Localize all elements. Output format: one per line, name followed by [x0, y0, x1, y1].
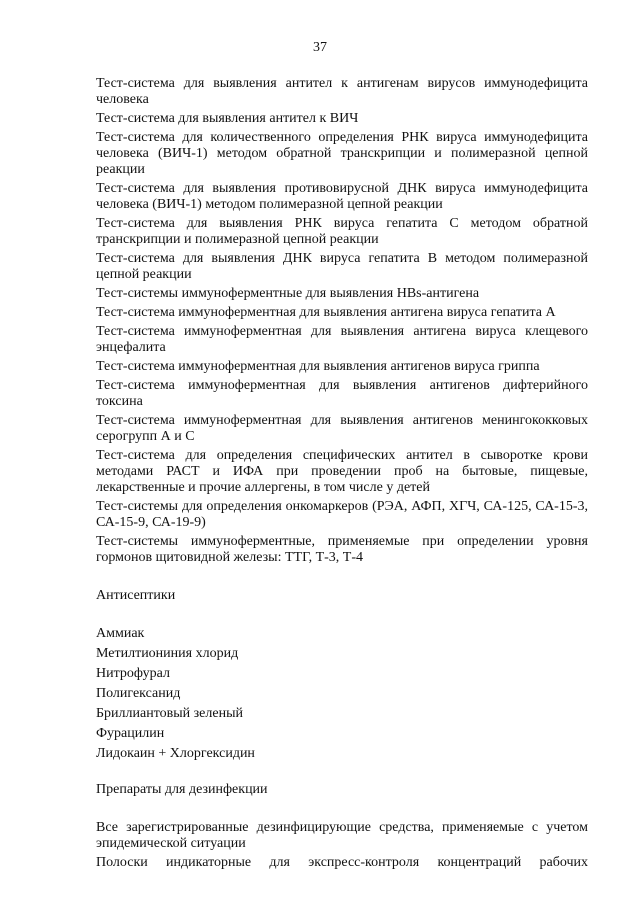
list-item: Тест-системы иммуноферментные, применяемые при определении уровня гормонов щитовидной железы: ТТГ, Т-3, Т-4 [96, 534, 588, 565]
list-item: Тест-система иммуноферментная для выявления антигена вируса клещевого энцефалита [96, 324, 588, 355]
test-systems-list [96, 76, 588, 566]
section-heading-disinfection: Препараты для дезинфекции [96, 782, 268, 797]
list-item: Полоски индикаторные для экспресс-контроля концентраций рабочих [96, 855, 588, 870]
list-item: Тест-система иммуноферментная для выявления антигенов менингококковых серогрупп А и С [96, 413, 588, 444]
list-item: Тест-система для выявления ДНК вируса гепатита В методом полимеразной цепной реакции [96, 251, 588, 282]
list-item: Тест-системы для определения онкомаркеров (РЭА, АФП, ХГЧ, СА-125, СА-15-3, СА-15-9, СА-19-9) [96, 499, 588, 530]
page-number: 37 [313, 40, 327, 55]
list-item: Лидокаин + Хлоргексидин [96, 746, 255, 761]
section-heading-antiseptics: Антисептики [96, 588, 176, 603]
list-item: Тест-системы иммуноферментные для выявления HBs-антигена [96, 286, 480, 301]
list-item: Тест-система для выявления РНК вируса гепатита С методом обратной транскрипции и полимеразной цепной реакции [96, 216, 588, 247]
list-item: Тест-система иммуноферментная для выявления антигенов дифтерийного токсина [96, 378, 588, 409]
list-item: Тест-система иммуноферментная для выявления антигена вируса гепатита А [96, 305, 556, 320]
antiseptics-section [96, 588, 588, 762]
list-item: Тест-система для выявления противовирусной ДНК вируса иммунодефицита человека (ВИЧ-1) методом полимеразной цепной реакции [96, 181, 588, 212]
list-item: Фурацилин [96, 726, 165, 741]
list-item: Тест-система для количественного определения РНК вируса иммунодефицита человека (ВИЧ-1) методом обратной транскрипции и полимеразной цепной реакции [96, 130, 588, 177]
list-item: Метилтиониния хлорид [96, 646, 239, 661]
list-item: Тест-система для выявления антител к ВИЧ [96, 111, 359, 126]
list-item: Бриллиантовый зеленый [96, 706, 243, 721]
list-item: Все зарегистрированные дезинфицирующие средства, применяемые с учетом эпидемической ситуации [96, 820, 588, 851]
list-item: Тест-система для выявления антител к антигенам вирусов иммунодефицита человека [96, 76, 588, 107]
list-item: Тест-система для определения специфических антител в сыворотке крови методами РАСТ и ИФА при проведении проб на бытовые, пищевые, лекарственные и прочие аллергены, в том числе у детей [96, 448, 588, 495]
list-item: Аммиак [96, 626, 145, 641]
list-item: Тест-система иммуноферментная для выявления антигенов вируса гриппа [96, 359, 540, 374]
disinfection-section [96, 782, 588, 871]
document-body [96, 76, 588, 874]
list-item: Нитрофурал [96, 666, 170, 681]
list-item: Полигексанид [96, 686, 181, 701]
